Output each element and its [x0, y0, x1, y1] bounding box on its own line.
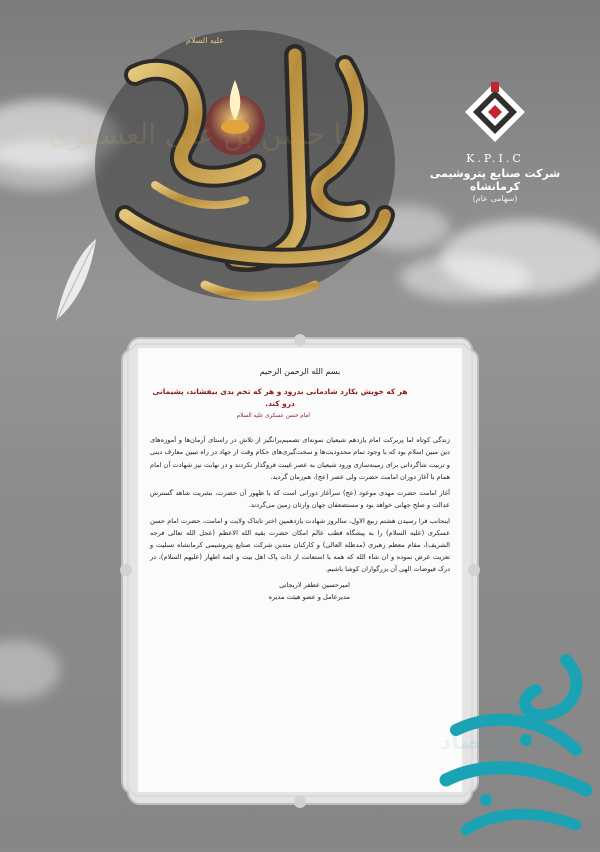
- letter-paper: [138, 348, 462, 792]
- company-logo: [420, 80, 570, 210]
- calligraphy-honorific: علیه السلام: [185, 36, 225, 45]
- signer-name: امیرحسین عطفر لاریجانی: [279, 581, 350, 590]
- paragraph-3: اینجانب فرا رسیدن هشتم ربیع الاول، سالروز شهادت یازدهمین اختر تابناک ولایت و امامت، حضرت امام حسن عسکری (علیه السلام) را به پیشگاه قطب عالم امکان حضرت بقیه الله الاعظم (عجل الله تعالی فرجه الشریف)، مقام معظم رهبری (مدظله العالی) و کارکنان متدین شرکت صنایع پتروشیمی کرمانشاه تسلیت و تعزیت عرض نموده و ان شاء الله که همه با استعانت از ذات پاک اهل بیت و ائمه اطهار (علیهم السلام)، در درک فیوضات الهی آن بزرگواران کوشا باشیم.: [150, 516, 450, 574]
- cloud-right-low: [400, 255, 530, 300]
- signature-block: [150, 579, 450, 603]
- hadith-quote: هر که خویش بکارد شادمانی بدرود و هر که تخم بدی بیفشاند، پشیمانی درو کند.: [152, 387, 408, 409]
- calligraphy-text: یا حسن بن علی العسکری: [48, 118, 350, 151]
- bismillah: بسم الله الرحمن الرحیم: [259, 367, 341, 376]
- paragraph-1: زندگی کوتاه اما پربرکت امام یازدهم شیعیان نمونه‌ای تصمیم‌برانگیز از تلاش در راستای آرمان‌ها و آموزه‌های دین مبین اسلام بود که با وجود تمام محدودیت‌ها و سخت‌گیری‌های حکام وقت از جهاد در راه تبیین معارف دینی و تربیت شاگردانی برای زمینه‌سازی ورود شیعیان به عصر غیبت فروگذار نکردند و در نهایت نیز شهادت آن امام همام با آغاز دوران امامت حضرت ولی عصر (عج)، هم‌زمان گردید.: [150, 436, 450, 481]
- watermark-text: صفحه اقتصاد: [439, 730, 587, 755]
- calligraphy-artwork: [48, 15, 405, 315]
- hadith-source: امام حسن عسکری علیه السلام: [236, 413, 310, 420]
- signer-title: مدیرعامل و عضو هیئت مدیره: [268, 593, 350, 602]
- kpic-logo-icon: [463, 80, 527, 144]
- letter-body: [150, 360, 450, 780]
- logo-company-name: شرکت صنایع پتروشیمی کرمانشاه: [429, 167, 561, 193]
- logo-subtitle: (سهامی عام): [472, 194, 518, 203]
- paragraph-2: آغاز امامت حضرت مهدی موعود (عج) سرآغاز دورانی است که با ظهور آن حضرت، بشریت شاهد گسترش عدالت و صلح جهانی خواهد بود و مستضعفان جهان وارثان زمین می‌گردند.: [150, 488, 450, 509]
- watermark-logo: [426, 640, 600, 848]
- logo-latin: K.P.I.C: [466, 152, 524, 165]
